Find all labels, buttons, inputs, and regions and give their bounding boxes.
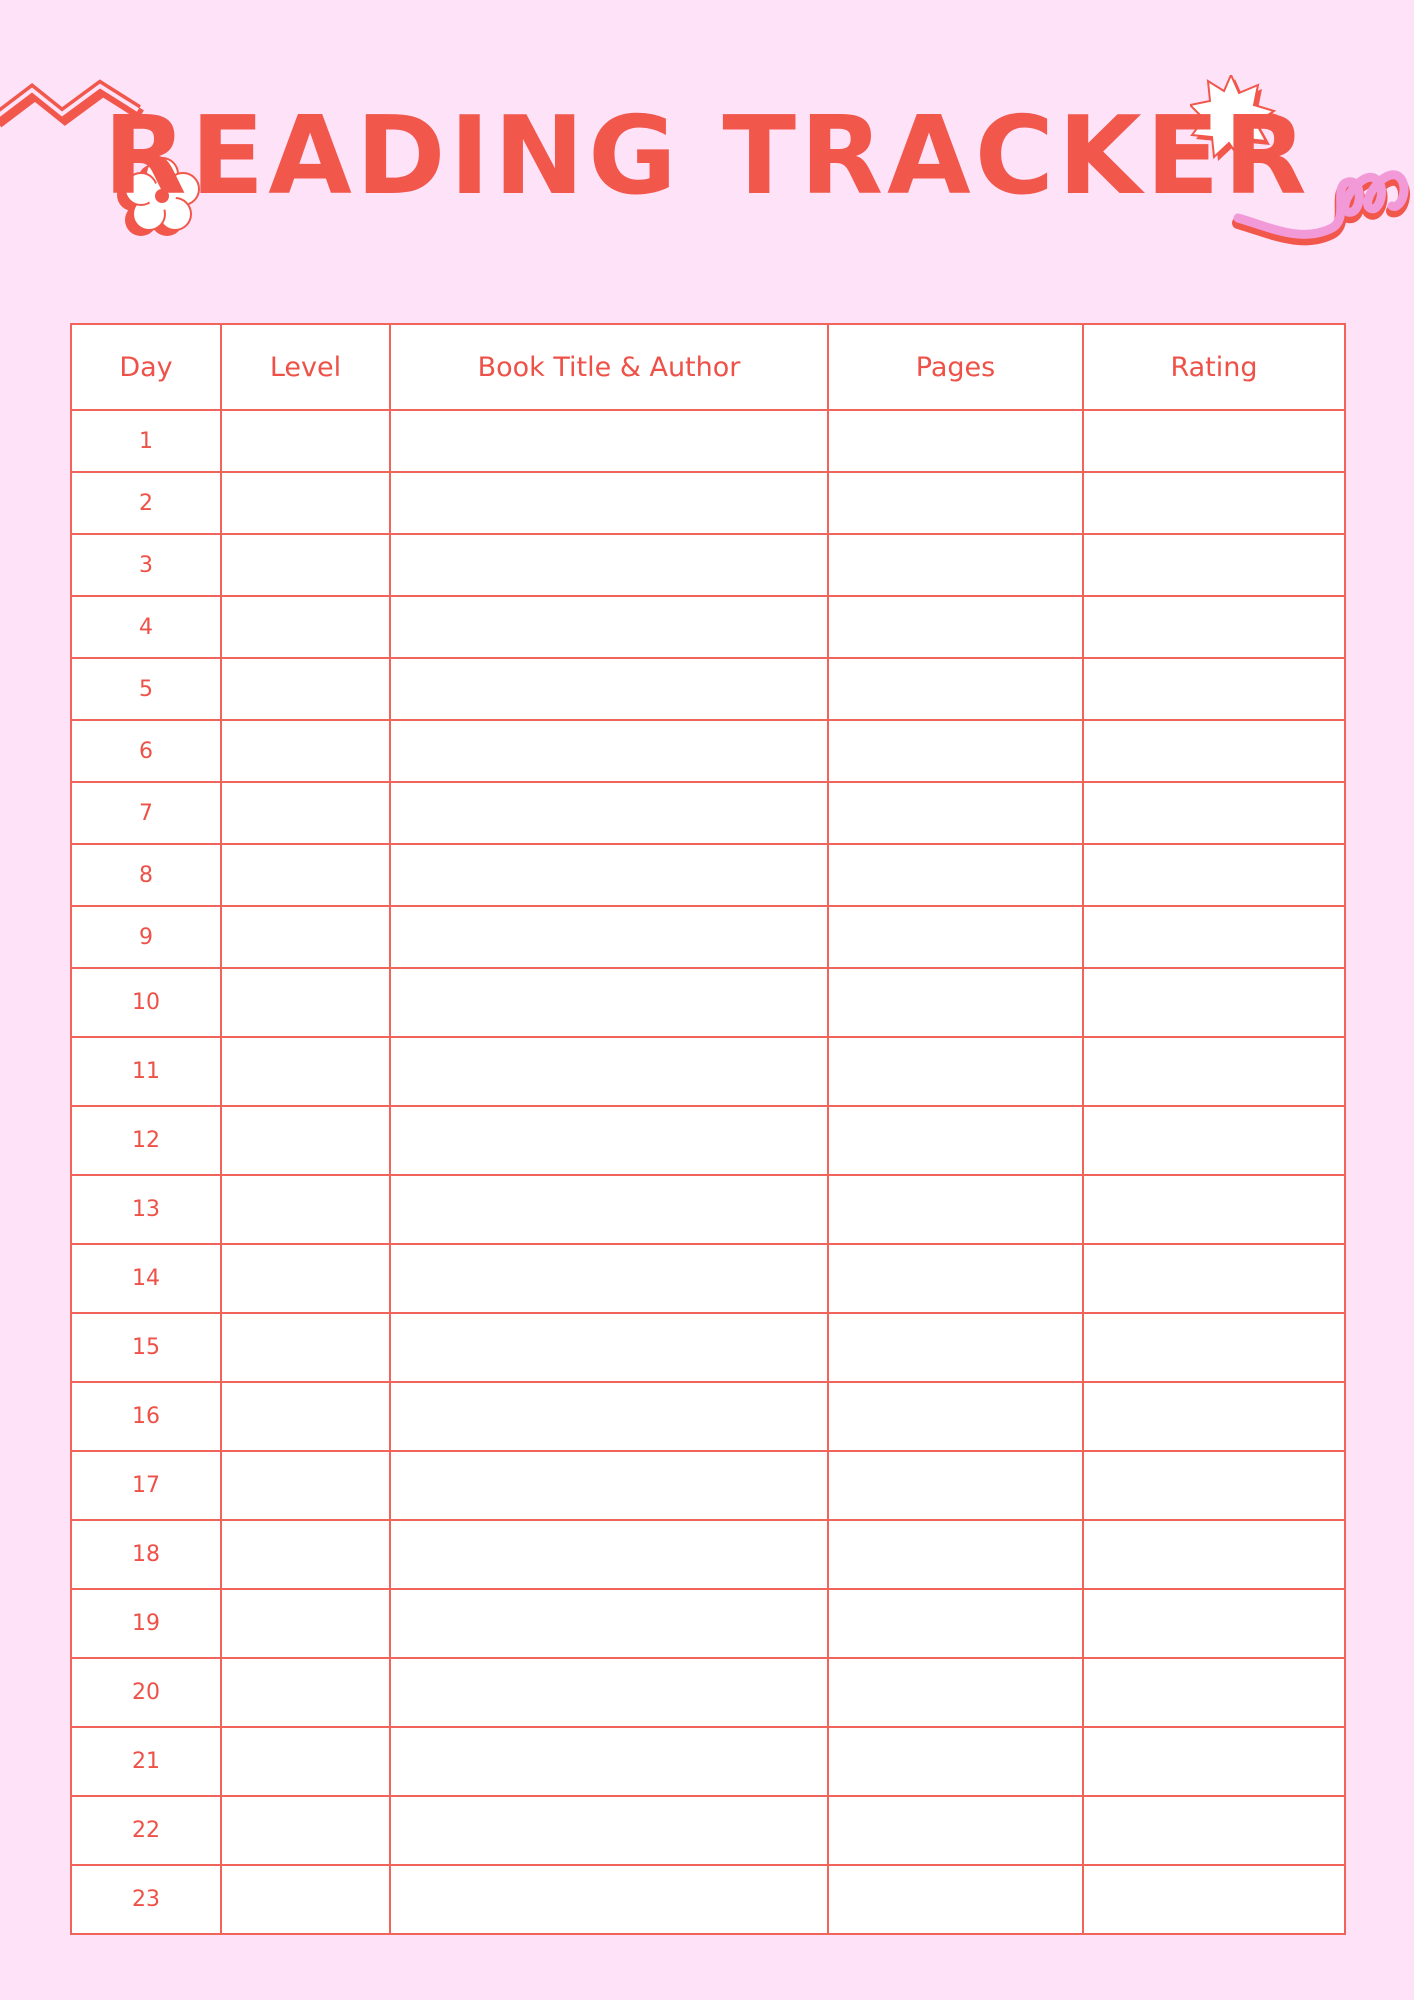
header-day: Day [71, 324, 221, 410]
day-number: 22 [71, 1796, 221, 1865]
book-title-author-cell[interactable] [390, 1244, 828, 1313]
table-row [71, 596, 1345, 658]
book-title-author-cell[interactable] [390, 1382, 828, 1451]
rating-cell[interactable] [1083, 844, 1345, 906]
day-number: 2 [71, 472, 221, 534]
book-title-author-cell[interactable] [390, 1589, 828, 1658]
level-cell[interactable] [221, 720, 390, 782]
pages-cell[interactable] [828, 1037, 1083, 1106]
pages-cell[interactable] [828, 596, 1083, 658]
pages-cell[interactable] [828, 472, 1083, 534]
pages-cell[interactable] [828, 1658, 1083, 1727]
rating-cell[interactable] [1083, 906, 1345, 968]
day-number: 1 [71, 410, 221, 472]
table-row [71, 1313, 1345, 1382]
table-row [71, 1658, 1345, 1727]
rating-cell[interactable] [1083, 1520, 1345, 1589]
rating-cell[interactable] [1083, 534, 1345, 596]
level-cell[interactable] [221, 1175, 390, 1244]
day-number: 6 [71, 720, 221, 782]
pages-cell[interactable] [828, 1175, 1083, 1244]
level-cell[interactable] [221, 1451, 390, 1520]
level-cell[interactable] [221, 1727, 390, 1796]
book-title-author-cell[interactable] [390, 1727, 828, 1796]
rating-cell[interactable] [1083, 1451, 1345, 1520]
book-title-author-cell[interactable] [390, 1796, 828, 1865]
rating-cell[interactable] [1083, 1313, 1345, 1382]
pages-cell[interactable] [828, 658, 1083, 720]
pages-cell[interactable] [828, 1244, 1083, 1313]
level-cell[interactable] [221, 534, 390, 596]
level-cell[interactable] [221, 782, 390, 844]
day-number: 7 [71, 782, 221, 844]
table-row [71, 1037, 1345, 1106]
table-row [71, 1865, 1345, 1934]
rating-cell[interactable] [1083, 410, 1345, 472]
pages-cell[interactable] [828, 534, 1083, 596]
rating-cell[interactable] [1083, 1865, 1345, 1934]
rating-cell[interactable] [1083, 1037, 1345, 1106]
level-cell[interactable] [221, 1658, 390, 1727]
table-row [71, 658, 1345, 720]
table-row [71, 844, 1345, 906]
day-number: 12 [71, 1106, 221, 1175]
book-title-author-cell[interactable] [390, 1520, 828, 1589]
table-row [71, 968, 1345, 1037]
level-cell[interactable] [221, 658, 390, 720]
book-title-author-cell[interactable] [390, 782, 828, 844]
book-title-author-cell[interactable] [390, 720, 828, 782]
pages-cell[interactable] [828, 1865, 1083, 1934]
page-title: READING TRACKER [103, 94, 1311, 219]
table-row [71, 720, 1345, 782]
book-title-author-cell[interactable] [390, 1451, 828, 1520]
table-row [71, 1244, 1345, 1313]
book-title-author-cell[interactable] [390, 968, 828, 1037]
pages-cell[interactable] [828, 906, 1083, 968]
rating-cell[interactable] [1083, 720, 1345, 782]
book-title-author-cell[interactable] [390, 1658, 828, 1727]
table-row [71, 472, 1345, 534]
book-title-author-cell[interactable] [390, 658, 828, 720]
day-number: 21 [71, 1727, 221, 1796]
pages-cell[interactable] [828, 1727, 1083, 1796]
book-title-author-cell[interactable] [390, 1313, 828, 1382]
header-rating: Rating [1083, 324, 1345, 410]
rating-cell[interactable] [1083, 1658, 1345, 1727]
table-row [71, 782, 1345, 844]
level-cell[interactable] [221, 472, 390, 534]
rating-cell[interactable] [1083, 472, 1345, 534]
day-number: 13 [71, 1175, 221, 1244]
header-row [71, 324, 1345, 410]
level-cell[interactable] [221, 1037, 390, 1106]
day-number: 11 [71, 1037, 221, 1106]
rating-cell[interactable] [1083, 1106, 1345, 1175]
day-number: 18 [71, 1520, 221, 1589]
day-number: 19 [71, 1589, 221, 1658]
table-row [71, 1382, 1345, 1451]
pages-cell[interactable] [828, 1106, 1083, 1175]
table-row [71, 410, 1345, 472]
table-row [71, 1727, 1345, 1796]
pages-cell[interactable] [828, 1451, 1083, 1520]
day-number: 16 [71, 1382, 221, 1451]
pages-cell[interactable] [828, 1313, 1083, 1382]
rating-cell[interactable] [1083, 1589, 1345, 1658]
level-cell[interactable] [221, 968, 390, 1037]
day-number: 15 [71, 1313, 221, 1382]
rating-cell[interactable] [1083, 658, 1345, 720]
day-number: 9 [71, 906, 221, 968]
book-title-author-cell[interactable] [390, 596, 828, 658]
rating-cell[interactable] [1083, 596, 1345, 658]
book-title-author-cell[interactable] [390, 410, 828, 472]
book-title-author-cell[interactable] [390, 1106, 828, 1175]
book-title-author-cell[interactable] [390, 1037, 828, 1106]
pages-cell[interactable] [828, 968, 1083, 1037]
day-number: 3 [71, 534, 221, 596]
header-book-title-author: Book Title & Author [390, 324, 828, 410]
rating-cell[interactable] [1083, 1796, 1345, 1865]
day-number: 23 [71, 1865, 221, 1934]
level-cell[interactable] [221, 1589, 390, 1658]
table-row [71, 1175, 1345, 1244]
day-number: 10 [71, 968, 221, 1037]
pages-cell[interactable] [828, 1796, 1083, 1865]
table-row [71, 1796, 1345, 1865]
level-cell[interactable] [221, 1865, 390, 1934]
book-title-author-cell[interactable] [390, 906, 828, 968]
day-number: 5 [71, 658, 221, 720]
reading-tracker-table [70, 323, 1346, 1935]
book-title-author-cell[interactable] [390, 472, 828, 534]
day-number: 4 [71, 596, 221, 658]
day-number: 20 [71, 1658, 221, 1727]
book-title-author-cell[interactable] [390, 534, 828, 596]
pages-cell[interactable] [828, 1589, 1083, 1658]
rating-cell[interactable] [1083, 1727, 1345, 1796]
book-title-author-cell[interactable] [390, 1865, 828, 1934]
level-cell[interactable] [221, 1106, 390, 1175]
table-row [71, 534, 1345, 596]
table-row [71, 1589, 1345, 1658]
rating-cell[interactable] [1083, 1382, 1345, 1451]
day-number: 17 [71, 1451, 221, 1520]
rating-cell[interactable] [1083, 782, 1345, 844]
book-title-author-cell[interactable] [390, 844, 828, 906]
book-title-author-cell[interactable] [390, 1175, 828, 1244]
day-number: 8 [71, 844, 221, 906]
pages-cell[interactable] [828, 720, 1083, 782]
level-cell[interactable] [221, 410, 390, 472]
pages-cell[interactable] [828, 1382, 1083, 1451]
table-row [71, 1106, 1345, 1175]
level-cell[interactable] [221, 1520, 390, 1589]
level-cell[interactable] [221, 1313, 390, 1382]
level-cell[interactable] [221, 596, 390, 658]
header-level: Level [221, 324, 390, 410]
rating-cell[interactable] [1083, 1175, 1345, 1244]
pages-cell[interactable] [828, 410, 1083, 472]
pages-cell[interactable] [828, 844, 1083, 906]
table-row [71, 1451, 1345, 1520]
level-cell[interactable] [221, 1796, 390, 1865]
day-number: 14 [71, 1244, 221, 1313]
rating-cell[interactable] [1083, 968, 1345, 1037]
level-cell[interactable] [221, 1244, 390, 1313]
table-row [71, 906, 1345, 968]
level-cell[interactable] [221, 1382, 390, 1451]
pages-cell[interactable] [828, 782, 1083, 844]
table-row [71, 1520, 1345, 1589]
rating-cell[interactable] [1083, 1244, 1345, 1313]
level-cell[interactable] [221, 844, 390, 906]
header-pages: Pages [828, 324, 1083, 410]
level-cell[interactable] [221, 906, 390, 968]
pages-cell[interactable] [828, 1520, 1083, 1589]
